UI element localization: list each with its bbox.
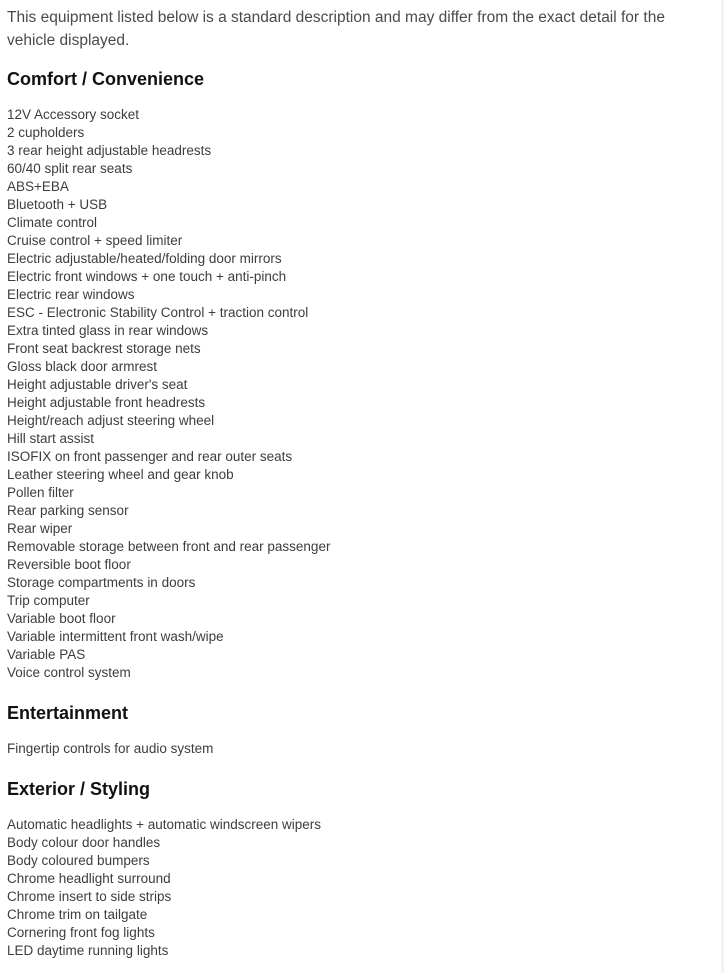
list-item: ISOFIX on front passenger and rear outer seats bbox=[7, 449, 293, 464]
equipment-disclaimer: This equipment listed below is a standard description and may differ from the exact detail for the vehicle displayed. bbox=[7, 9, 665, 49]
list-item: Chrome headlight surround bbox=[7, 871, 171, 886]
list-item: Gloss black door armrest bbox=[7, 359, 158, 374]
list-item: Trip computer bbox=[7, 593, 90, 608]
list-item: Pollen filter bbox=[7, 485, 74, 500]
list-item: Body colour door handles bbox=[7, 835, 161, 850]
list-item: Variable boot floor bbox=[7, 611, 116, 626]
list-item: Body coloured bumpers bbox=[7, 853, 150, 868]
list-item: Height adjustable driver's seat bbox=[7, 377, 188, 392]
list-item: Climate control bbox=[7, 215, 98, 230]
list-item: Electric rear windows bbox=[7, 287, 135, 302]
section-title-exterior-styling: Exterior / Styling bbox=[7, 779, 151, 799]
list-item: Height adjustable front headrests bbox=[7, 395, 206, 410]
list-item: ESC - Electronic Stability Control + traction control bbox=[7, 305, 309, 320]
list-item: Rear parking sensor bbox=[7, 503, 129, 518]
equipment-content bbox=[7, 6, 707, 960]
list-item: Electric adjustable/heated/folding door mirrors bbox=[7, 251, 282, 266]
entertainment-list bbox=[7, 740, 707, 758]
list-item: 3 rear height adjustable headrests bbox=[7, 143, 212, 158]
list-item: Chrome insert to side strips bbox=[7, 889, 172, 904]
list-item: Variable intermittent front wash/wipe bbox=[7, 629, 224, 644]
section-title-entertainment: Entertainment bbox=[7, 703, 129, 723]
list-item: LED daytime running lights bbox=[7, 943, 169, 958]
list-item: Hill start assist bbox=[7, 431, 95, 446]
list-item: 12V Accessory socket bbox=[7, 107, 140, 122]
comfort-convenience-list bbox=[7, 106, 707, 682]
list-item: Height/reach adjust steering wheel bbox=[7, 413, 215, 428]
list-item: Fingertip controls for audio system bbox=[7, 741, 214, 756]
list-item: Reversible boot floor bbox=[7, 557, 131, 572]
list-item: 2 cupholders bbox=[7, 125, 85, 140]
list-item: Cruise control + speed limiter bbox=[7, 233, 183, 248]
list-item: Leather steering wheel and gear knob bbox=[7, 467, 234, 482]
list-item: Chrome trim on tailgate bbox=[7, 907, 148, 922]
exterior-styling-list bbox=[7, 816, 707, 960]
list-item: Rear wiper bbox=[7, 521, 73, 536]
list-item: Automatic headlights + automatic windscreen wipers bbox=[7, 817, 322, 832]
list-item: Voice control system bbox=[7, 665, 131, 680]
list-item: Extra tinted glass in rear windows bbox=[7, 323, 209, 338]
list-item: Storage compartments in doors bbox=[7, 575, 196, 590]
list-item: 60/40 split rear seats bbox=[7, 161, 133, 176]
section-title-comfort-convenience: Comfort / Convenience bbox=[7, 69, 205, 89]
list-item: Front seat backrest storage nets bbox=[7, 341, 201, 356]
list-item: Removable storage between front and rear passenger bbox=[7, 539, 331, 554]
list-item: ABS+EBA bbox=[7, 179, 69, 194]
list-item: Variable PAS bbox=[7, 647, 86, 662]
list-item: Electric front windows + one touch + anti-pinch bbox=[7, 269, 287, 284]
list-item: Bluetooth + USB bbox=[7, 197, 108, 212]
list-item: Cornering front fog lights bbox=[7, 925, 155, 940]
